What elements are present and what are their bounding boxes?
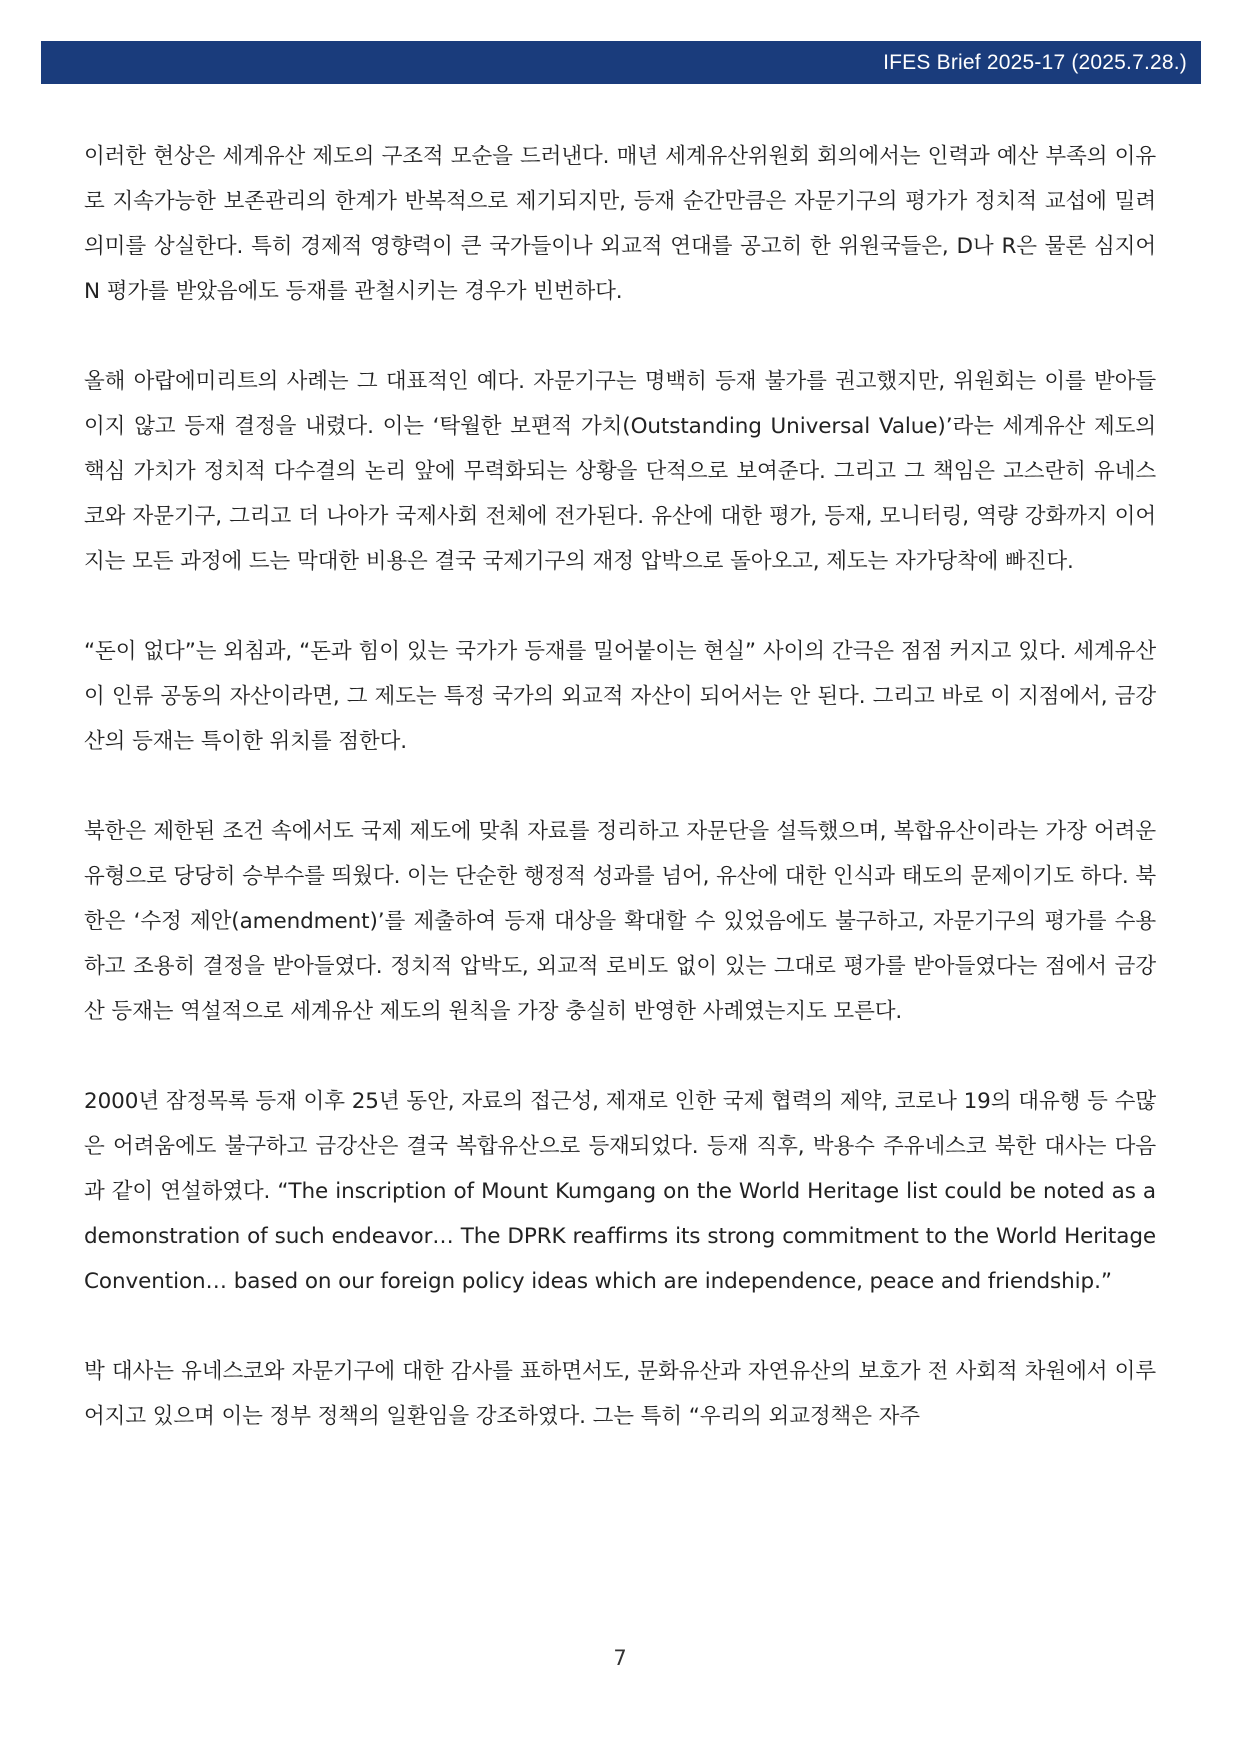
document-title: IFES Brief 2025-17 (2025.7.28.) [883, 50, 1187, 74]
header-bar [41, 41, 1201, 84]
paragraph: 이러한 현상은 세계유산 제도의 구조적 모순을 드러낸다. 매년 세계유산위원회 회의에서는 인력과 예산 부족의 이유로 지속가능한 보존관리의 한계가 반복적으로 제기되지만, 등재 순간만큼은 자문기구의 평가가 정치적 교섭에 밀려 의미를 상실한다. 특히 경제적 영향력이 큰 국가들이나 외교적 연대를 공고히 한 위원국들은, D나 R은 물론 심지어 N 평가를 받았음에도 등재를 관철시키는 경우가 빈번하다. [84, 144, 1156, 304]
paragraph: 2000년 잠정목록 등재 이후 25년 동안, 자료의 접근성, 제재로 인한 국제 협력의 제약, 코로나 19의 대유행 등 수많은 어려움에도 불구하고 금강산은 결국 복합유산으로 등재되었다. 등재 직후, 박용수 주유네스코 북한 대사는 다음과 같이 연설하였다. “The inscription of Mount Kumgang on the World Heritage list could be noted as a demonstration of such endeavor… The DPRK reaffirms its strong commitment to the World Heritage Convention… based on our foreign policy ideas which are independence, peace and friendship.” [84, 1089, 1156, 1294]
paragraph: “돈이 없다”는 외침과, “돈과 힘이 있는 국가가 등재를 밀어붙이는 현실” 사이의 간극은 점점 커지고 있다. 세계유산이 인류 공동의 자산이라면, 그 제도는 특정 국가의 외교적 자산이 되어서는 안 된다. 그리고 바로 이 지점에서, 금강산의 등재는 특이한 위치를 점한다. [84, 639, 1156, 754]
page-number: 7 [613, 1646, 627, 1670]
body-text [84, 134, 1156, 1484]
paragraph: 올해 아랍에미리트의 사례는 그 대표적인 예다. 자문기구는 명백히 등재 불가를 권고했지만, 위원회는 이를 받아들이지 않고 등재 결정을 내렸다. 이는 ‘탁월한 보편적 가치(Outstanding Universal Value)’라는 세계유산 제도의 핵심 가치가 정치적 다수결의 논리 앞에 무력화되는 상황을 단적으로 보여준다. 그리고 그 책임은 고스란히 유네스코와 자문기구, 그리고 더 나아가 국제사회 전체에 전가된다. 유산에 대한 평가, 등재, 모니터링, 역량 강화까지 이어지는 모든 과정에 드는 막대한 비용은 결국 국제기구의 재정 압박으로 돌아오고, 제도는 자가당착에 빠진다. [84, 369, 1156, 574]
paragraph: 북한은 제한된 조건 속에서도 국제 제도에 맞춰 자료를 정리하고 자문단을 설득했으며, 복합유산이라는 가장 어려운 유형으로 당당히 승부수를 띄웠다. 이는 단순한 행정적 성과를 넘어, 유산에 대한 인식과 태도의 문제이기도 하다. 북한은 ‘수정 제안(amendment)’를 제출하여 등재 대상을 확대할 수 있었음에도 불구하고, 자문기구의 평가를 수용하고 조용히 결정을 받아들였다. 정치적 압박도, 외교적 로비도 없이 있는 그대로 평가를 받아들였다는 점에서 금강산 등재는 역설적으로 세계유산 제도의 원칙을 가장 충실히 반영한 사례였는지도 모른다. [84, 819, 1156, 1024]
paragraph: 박 대사는 유네스코와 자문기구에 대한 감사를 표하면서도, 문화유산과 자연유산의 보호가 전 사회적 차원에서 이루어지고 있으며 이는 정부 정책의 일환임을 강조하였다. 그는 특히 “우리의 외교정책은 자주 [84, 1359, 1156, 1429]
